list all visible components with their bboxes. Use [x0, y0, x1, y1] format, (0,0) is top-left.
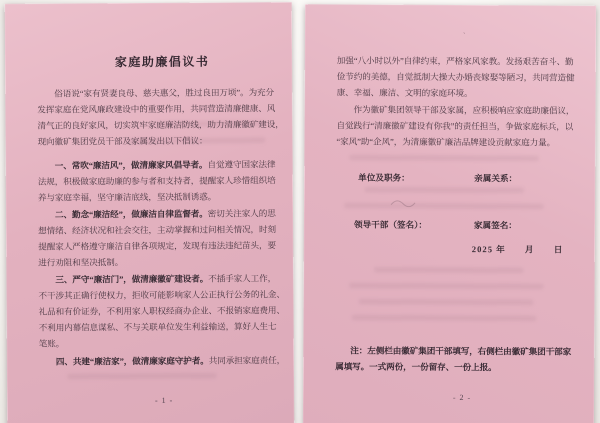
paragraph-line: 进行劝阻和坚决抵制。 [38, 257, 124, 268]
page-2-number: - 2 - [452, 393, 472, 403]
document-title: 家庭助廉倡议书 [114, 54, 210, 70]
pledge-item-2 [38, 205, 288, 271]
paragraph-line: 想情绪、经济状况和社会交往，主动掌握和过问相关情况，时刻 [38, 224, 276, 236]
page-1-number: - 1 - [154, 395, 174, 405]
pledge-heading: 二、勤念“廉洁经”，做廉洁自律监督者。 [54, 208, 208, 220]
bleedthrough-mark [349, 154, 539, 161]
paragraph-line: 自觉践行“清廉徽矿建设有你我”的责任担当，争做家庭标兵，以 [336, 120, 574, 132]
paragraph-line: 不利用内幕信息谋私、不与关联单位发生利益输送，算好人生七 [38, 321, 277, 333]
pledge-heading: 一、常吹“廉洁风”，做清廉家风倡导者。 [54, 159, 208, 171]
bleedthrough-mark [126, 137, 266, 144]
bleedthrough-mark [67, 373, 217, 380]
bleedthrough-mark [349, 282, 544, 289]
relative-relation-field-label: 亲属关系： [474, 173, 518, 184]
paragraph-line [39, 352, 289, 370]
bleedthrough-mark [351, 314, 536, 321]
pledge-text: 密切关注家人的思 [207, 208, 276, 219]
bleedthrough-mark [155, 120, 265, 127]
pledge-heading: 四、共建“廉洁家”，做清廉家庭守护者。 [55, 355, 209, 367]
page-1 [5, 2, 295, 423]
paragraph-line: 发挥家庭在党风廉政建设中的重要作用，共同营造清廉健康、风 [37, 103, 276, 115]
paragraph-line: 养与家庭幸福，坚守廉洁底线，坚决抵制诱惑。 [37, 191, 217, 203]
page-1-text-column [37, 2, 290, 423]
paragraph-line: 提醒家人严格遵守廉洁自律各项规定，发现有违法违纪苗头，要 [38, 240, 277, 252]
note-line: 属填写。一式两份，一份留存、一份上报。 [335, 361, 497, 373]
paragraph-line [38, 205, 288, 223]
paragraph-line: 现向徽矿集团党员干部及家属发出以下倡议： [37, 135, 208, 147]
paragraph-line [38, 156, 288, 174]
pledge-item-3 [38, 270, 288, 352]
leader-signature-field-label: 领导干部（签名）： [353, 219, 428, 230]
paragraph-line: 礼品和有价证券，不利用家人职权经商办企业、不报销家庭费用、 [38, 305, 285, 317]
note-line: 注：左侧栏由徽矿集团干部填写，右侧栏由徽矿集团干部家 [350, 345, 572, 357]
family-signature-field-label: 家属签名： [473, 220, 517, 231]
unit-position-field-label: 单位及职务： [358, 172, 410, 183]
paragraph-line [38, 270, 288, 288]
pledge-text: 共同承担家庭责任， [208, 355, 286, 366]
filling-instructions-note [335, 342, 589, 375]
bleedthrough-mark [344, 202, 544, 209]
bleedthrough-mark [374, 267, 524, 274]
bleedthrough-mark [359, 299, 534, 306]
page-2 [303, 4, 596, 423]
paragraph-line: 清气正的良好家风，切实筑牢家庭廉洁防线，助力清廉徽矿建设， [37, 119, 284, 131]
paragraph-line: 康、幸福、廉洁、文明的家庭环境。 [336, 87, 473, 99]
pledge-text: 不插手家人工作， [208, 273, 277, 284]
pledge-text: 自觉遵守国家法律 [207, 159, 276, 170]
paragraph-line: 俗语说“家有贤妻良母、慈夫惠父，胜过良田万顷”。为充分 [54, 87, 275, 99]
paragraph-line: 笔账。 [38, 338, 65, 349]
pledge-item-4 [39, 352, 289, 370]
pledge-item-1 [38, 156, 288, 206]
paragraph-line: 作为徽矿集团领导干部及家属，应积极响应家庭助廉倡议， [353, 104, 575, 116]
paragraph-line: 俭节约的美德，自觉抵制大操大办婚丧嫁娶等陋习，共同营造健 [336, 71, 575, 83]
paragraph-line: 加强“八小时以外”自律约束，严格家风家教。发扬艰苦奋斗、勤 [336, 55, 574, 67]
date-line: 2025 年 月 日 [471, 244, 564, 255]
bleedthrough-mark [364, 187, 524, 194]
paragraph-line: 法规，积极做家庭助廉的参与者和支持者，提醒家人珍惜组织培 [37, 175, 276, 187]
pledge-heading: 三、严守“廉洁门”，做清廉徽矿建设者。 [55, 273, 209, 285]
paragraph-line: “家风”助“企风”，为清廉徽矿廉洁品牌建设贡献家庭力量。 [336, 136, 556, 148]
paragraph-line: 不干涉其正确行使权力，拒收可能影响家人公正执行公务的礼金、 [38, 289, 285, 301]
page-2-note-column [335, 4, 591, 423]
stray-tick-mark: ` [462, 31, 466, 41]
